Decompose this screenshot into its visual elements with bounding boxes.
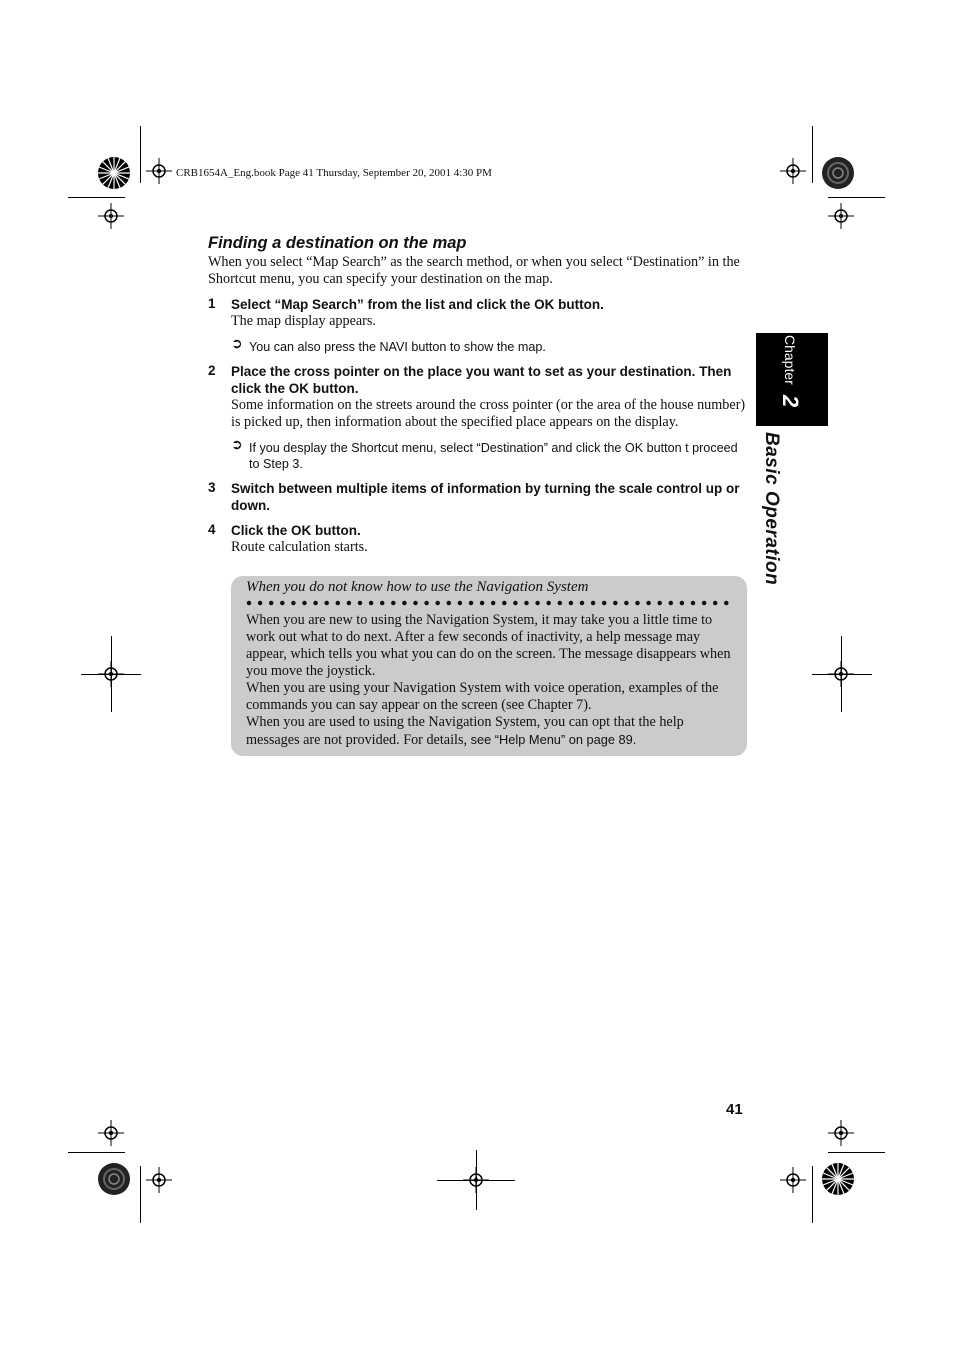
registration-mark-icon: [146, 1167, 172, 1193]
registration-mark-icon: [828, 203, 854, 229]
info-box-text: [246, 612, 736, 749]
color-target-icon: [821, 156, 855, 190]
page-number: 41: [726, 1101, 743, 1118]
step-note: You can also press the NAVI button to show the map.: [249, 340, 546, 354]
registration-mark-icon: [146, 158, 172, 184]
info-paragraph: When you are used to using the Navigation System, you can opt that the help messages are not provided. For details, see “Help Menu” on page 89.: [246, 714, 684, 748]
chapter-label: Chapter 2: [778, 335, 803, 407]
step-heading: Place the cross pointer on the place you want to set as your destination. Then click the OK button.: [231, 364, 732, 396]
info-paragraph: When you are new to using the Navigation System, it may take you a little time to work out what to do next. After a few seconds of inactivity, a help message may appear, which tells you what you can do on the screen. The message disappears when you move the joystick.: [246, 612, 731, 679]
color-target-icon: [97, 1162, 131, 1196]
step-body: The map display appears.: [231, 313, 376, 329]
step-heading: Switch between multiple items of information by turning the scale control up or down.: [231, 481, 740, 513]
step-note: If you desplay the Shortcut menu, select “Destination” and click the OK button t proceed to Step 3.: [249, 441, 738, 471]
star-target-icon: [97, 156, 131, 190]
note-arrow-icon: ➲: [231, 337, 243, 352]
section-title: Finding a destination on the map: [208, 234, 467, 252]
info-paragraph: When you are using your Navigation System with voice operation, examples of the commands you can say appear on the screen (see Chapter 7).: [246, 680, 719, 713]
chapter-number: 2: [778, 394, 803, 407]
print-header: CRB1654A_Eng.book Page 41 Thursday, September 20, 2001 4:30 PM: [176, 167, 492, 179]
step-number: 4: [208, 522, 216, 537]
step-number: 2: [208, 363, 216, 378]
intro-paragraph: When you select “Map Search” as the search method, or when you select “Destination” in the Shortcut menu, you can specify your destination on the map.: [208, 254, 740, 287]
step-body: Some information on the streets around the cross pointer (or the area of the house number) is picked up, then information about the specified place appears on the display.: [231, 397, 746, 430]
note-arrow-icon: ➲: [231, 438, 243, 453]
star-target-icon: [821, 1162, 855, 1196]
registration-mark-icon: [828, 1120, 854, 1146]
step-number: 3: [208, 480, 216, 495]
registration-mark-icon: [780, 158, 806, 184]
chapter-tab: [756, 333, 828, 426]
step-heading: Select “Map Search” from the list and click the OK button.: [231, 297, 604, 312]
step-number: 1: [208, 296, 216, 311]
registration-mark-icon: [98, 203, 124, 229]
step-body: Route calculation starts.: [231, 539, 368, 555]
registration-mark-icon: [780, 1167, 806, 1193]
dotted-divider: [246, 597, 738, 609]
info-box-title: When you do not know how to use the Navigation System: [246, 579, 589, 595]
chapter-title: Basic Operation: [761, 432, 782, 586]
step-heading: Click the OK button.: [231, 523, 361, 538]
registration-mark-icon: [98, 1120, 124, 1146]
page-reference: see “Help Menu” on page 89.: [470, 732, 637, 747]
